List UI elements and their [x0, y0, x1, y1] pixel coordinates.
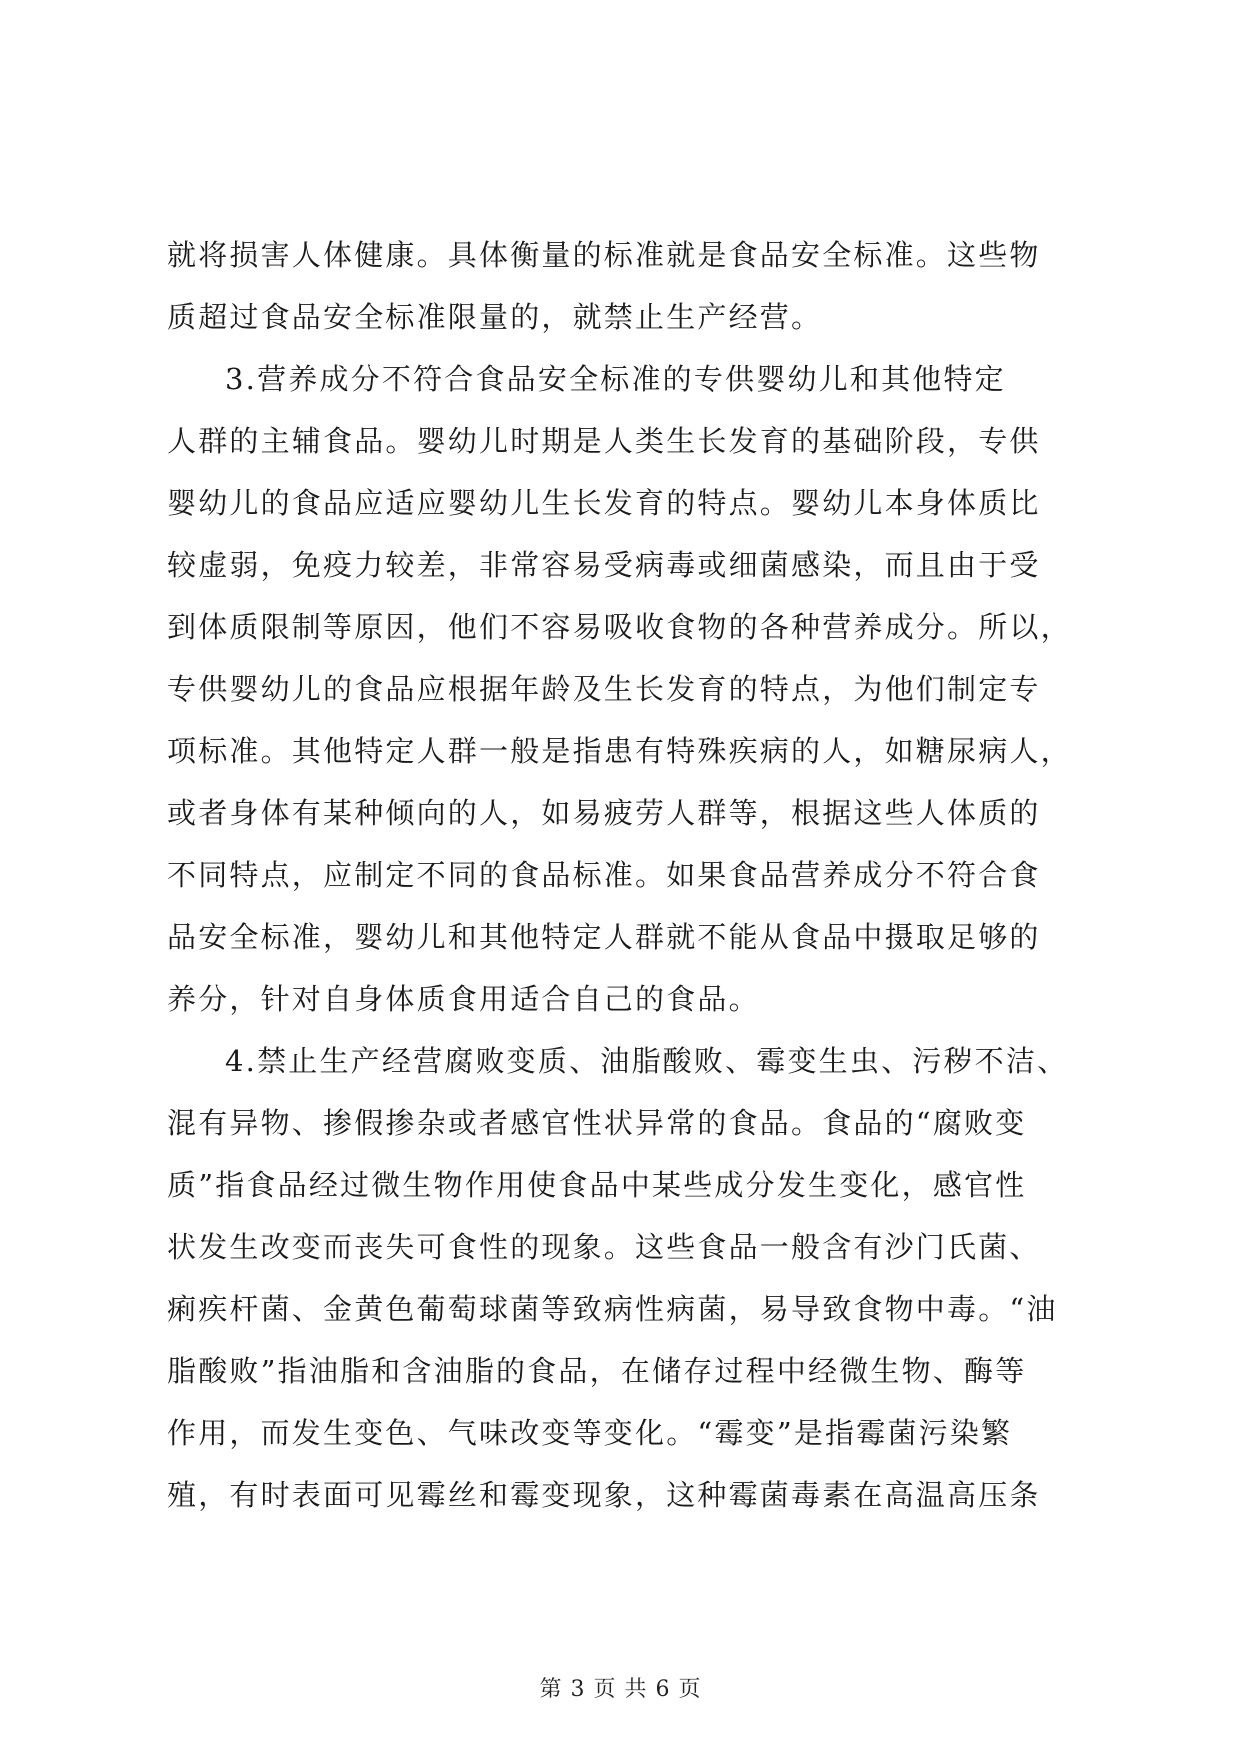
text-line: 就将损害人体健康。具体衡量的标准就是食品安全标准。这些物 — [167, 238, 1041, 272]
page-number-label: 第 3 页 共 6 页 — [539, 1677, 702, 1702]
text-line: 人群的主辅食品。婴幼儿时期是人类生长发育的基础阶段，专供 — [167, 424, 1041, 458]
text-line: 专供婴幼儿的食品应根据年龄及生长发育的特点，为他们制定专 — [167, 672, 1041, 706]
text-line: 婴幼儿的食品应适应婴幼儿生长发育的特点。婴幼儿本身体质比 — [167, 486, 1041, 520]
text-line: 不同特点，应制定不同的食品标准。如果食品营养成分不符合食 — [167, 858, 1041, 892]
text-line: 质超过食品安全标准限量的，就禁止生产经营。 — [167, 300, 823, 334]
text-line: 较虚弱，免疫力较差，非常容易受病毒或细菌感染，而且由于受 — [167, 548, 1041, 582]
text-line: 3.营养成分不符合食品安全标准的专供婴幼儿和其他特定 — [225, 362, 1006, 396]
text-line: 到体质限制等原因，他们不容易吸收食物的各种营养成分。所以， — [167, 610, 1072, 644]
text-line: 品安全标准，婴幼儿和其他特定人群就不能从食品中摄取足够的 — [167, 920, 1041, 954]
text-line: 养分，针对自身体质食用适合自己的食品。 — [167, 982, 760, 1016]
text-line: 痢疾杆菌、金黄色葡萄球菌等致病性病菌，易导致食物中毒。“油 — [167, 1292, 1058, 1326]
page-footer — [0, 1672, 1241, 1703]
text-line: 混有异物、掺假掺杂或者感官性状异常的食品。食品的“腐败变 — [167, 1106, 1027, 1140]
text-line: 质”指食品经过微生物作用使食品中某些成分发生变化，感官性 — [167, 1168, 1027, 1202]
text-line: 或者身体有某种倾向的人，如易疲劳人群等，根据这些人体质的 — [167, 796, 1041, 830]
text-line: 脂酸败”指油脂和含油脂的食品，在储存过程中经微生物、酶等 — [167, 1354, 1027, 1388]
text-line: 作用，而发生变色、气味改变等变化。“霉变”是指霉菌污染繁 — [167, 1416, 1013, 1450]
text-line: 项标准。其他特定人群一般是指患有特殊疾病的人，如糖尿病人， — [167, 734, 1072, 768]
text-line: 4.禁止生产经营腐败变质、油脂酸败、霉变生虫、污秽不洁、 — [225, 1044, 1069, 1078]
body-text — [167, 224, 1087, 1526]
text-line: 状发生改变而丧失可食性的现象。这些食品一般含有沙门氏菌、 — [167, 1230, 1041, 1264]
text-line: 殖，有时表面可见霉丝和霉变现象，这种霉菌毒素在高温高压条 — [167, 1478, 1041, 1512]
